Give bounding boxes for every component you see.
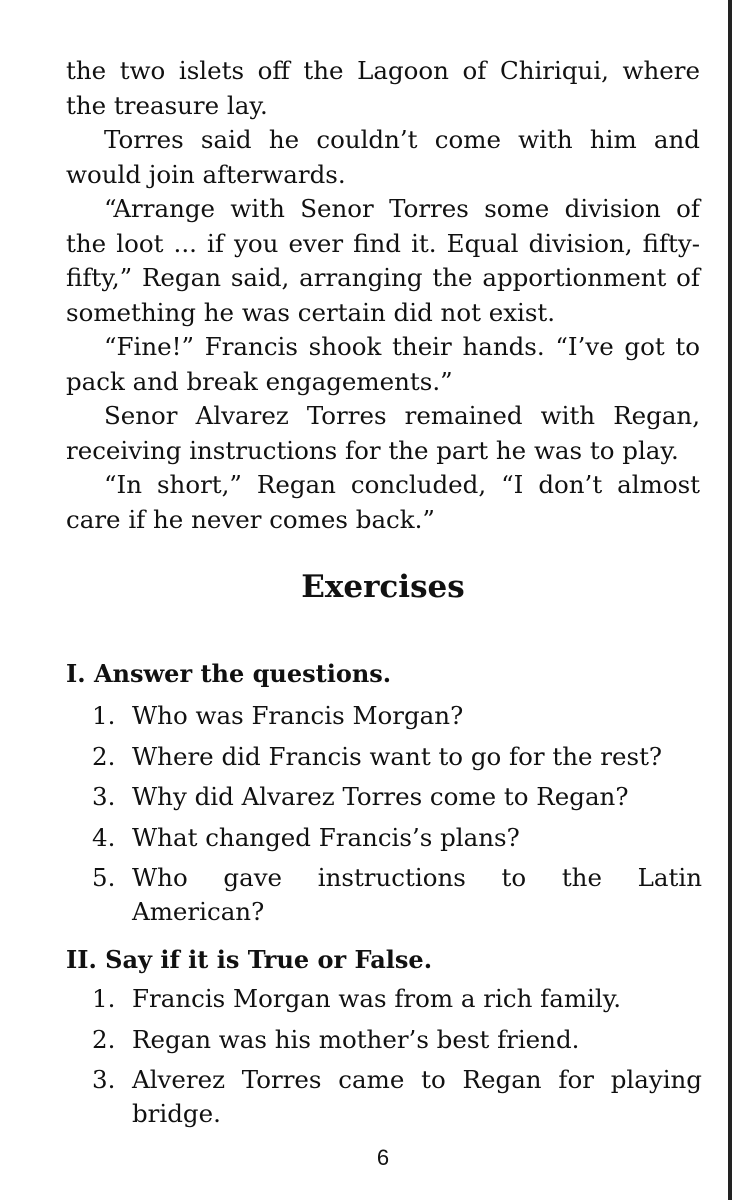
item-text: Who was Francis Morgan?: [132, 701, 464, 730]
item-number: 1.: [92, 984, 116, 1013]
exercises-heading: Exercises: [301, 569, 465, 605]
item-text: Who gave instructions to the Latin American?: [132, 863, 702, 926]
item-text: Why did Alvarez Torres come to Regan?: [132, 782, 629, 811]
paragraph: “In short,” Regan concluded, “I don’t almost care if he never comes back.”: [66, 470, 700, 534]
list-item: [92, 982, 702, 1016]
question-list: [92, 699, 702, 936]
section-title-true-false: II. Say if it is True or False.: [66, 945, 433, 974]
list-item: [92, 740, 702, 774]
paragraph: Senor Alvarez Torres remained with Regan, receiving instructions for the part he was to play.: [66, 401, 700, 465]
page-edge-shadow: [728, 0, 732, 1200]
statement-list: [92, 982, 702, 1138]
item-number: 2.: [92, 1024, 116, 1054]
list-item: [92, 1063, 702, 1131]
page-number: 6: [376, 1145, 390, 1170]
item-number: 3.: [92, 782, 116, 811]
list-item: [92, 780, 702, 814]
list-item: [92, 1023, 702, 1057]
list-item: [92, 699, 702, 733]
item-text: Regan was his mother’s best friend.: [132, 1024, 580, 1054]
paragraph: “Arrange with Senor Torres some division of the loot ... if you ever find it. Equal division, fifty-fifty,” Regan said, arranging the apportionment of something he was certain did not exist.: [66, 194, 700, 327]
list-item: [92, 861, 702, 929]
item-number: 2.: [92, 741, 116, 771]
item-text: Francis Morgan was from a rich family.: [132, 984, 622, 1013]
paragraph: the two islets off the Lagoon of Chiriqui, where the treasure lay.: [66, 56, 700, 120]
list-item: [92, 821, 702, 855]
item-number: 4.: [92, 822, 116, 852]
item-number: 1.: [92, 701, 116, 730]
item-number: 3.: [92, 1065, 116, 1094]
item-number: 5.: [92, 863, 116, 892]
item-text: What changed Francis’s plans?: [132, 822, 520, 852]
item-text: Alverez Torres came to Regan for playing bridge.: [132, 1065, 702, 1128]
section-title-answer-questions: I. Answer the questions.: [66, 659, 392, 688]
paragraph: “Fine!” Francis shook their hands. “I’ve got to pack and break engagements.”: [66, 332, 700, 396]
paragraph: Torres said he couldn’t come with him and would join afterwards.: [66, 125, 700, 189]
item-text: Where did Francis want to go for the rest?: [132, 741, 663, 771]
story-text: [66, 54, 700, 537]
